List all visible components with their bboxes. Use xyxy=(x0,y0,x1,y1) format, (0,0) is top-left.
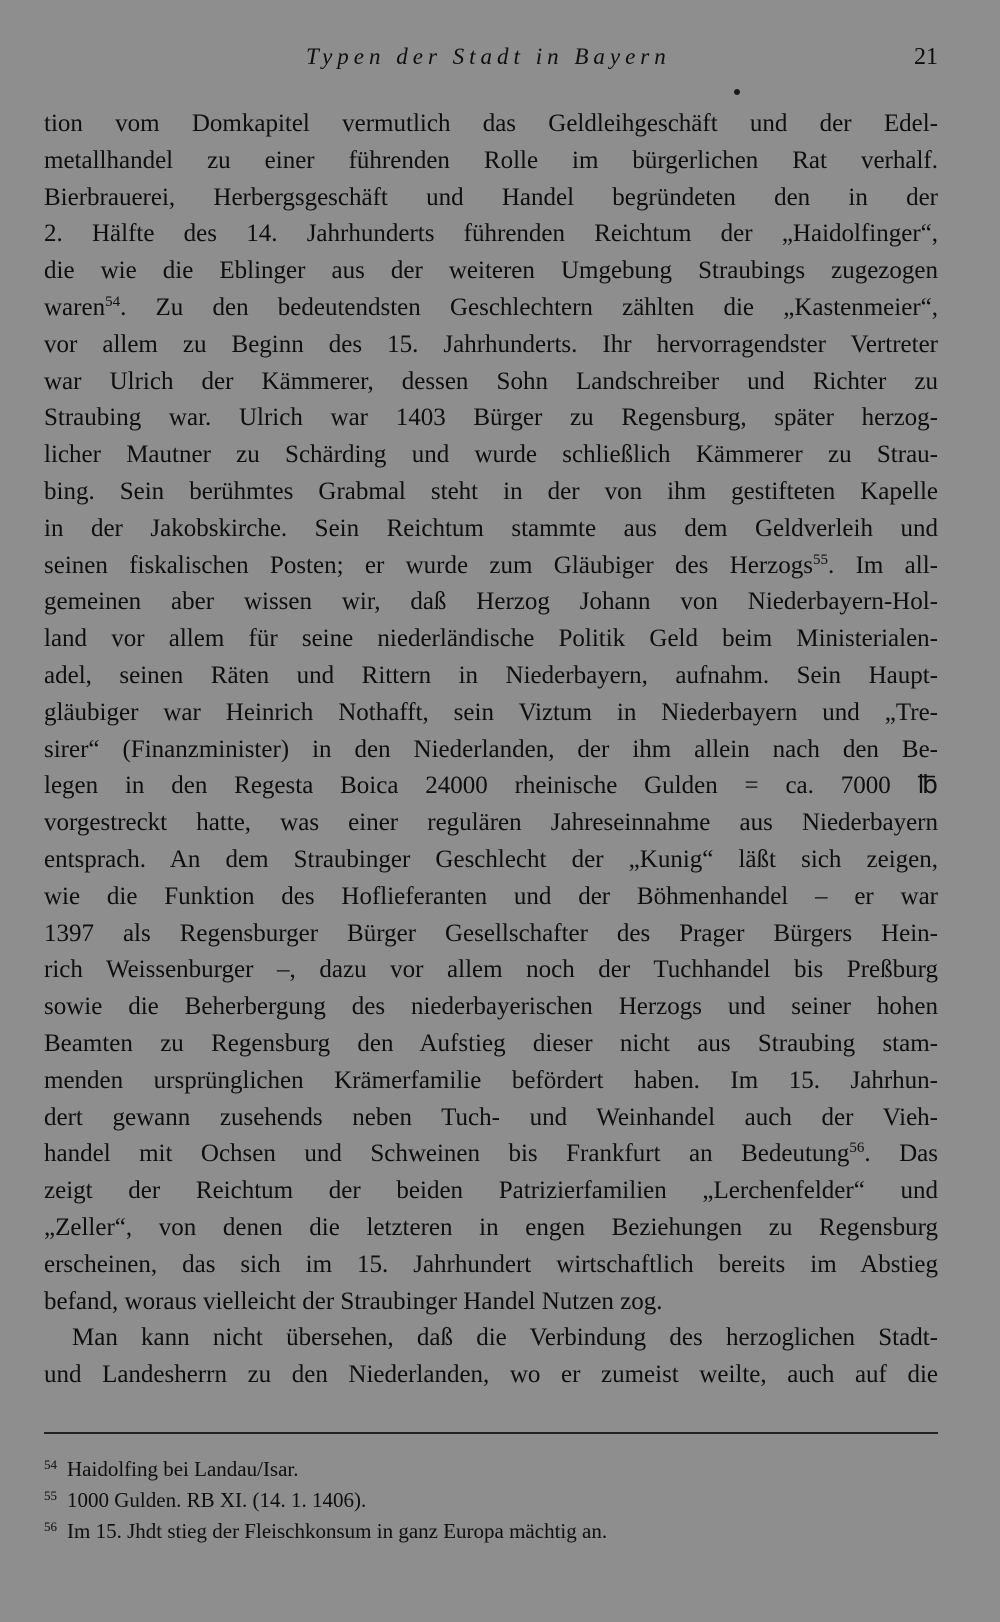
text-line xyxy=(44,1173,938,1210)
line-text: tion vom Domkapitel vermutlich das Geldleihgeschäft und der Edel- xyxy=(44,110,938,137)
footnote-text: 1000 Gulden. RB XI. (14. 1. 1406). xyxy=(67,1488,367,1512)
text-line xyxy=(44,290,938,327)
text-line xyxy=(44,143,938,180)
line-text: rich Weissenburger –, dazu vor allem noch der Tuchhandel bis Preßburg xyxy=(44,956,938,984)
line-text-continued: . Zu den bedeutendsten Geschlechtern zählten die „Kastenmeier“, xyxy=(120,293,938,321)
footnote-item xyxy=(44,1485,938,1516)
footnote-number: 55 xyxy=(44,1488,57,1503)
line-text: gemeinen aber wissen wir, daß Herzog Johann von Niederbayern-Hol- xyxy=(44,588,938,616)
text-line xyxy=(44,180,938,217)
text-line xyxy=(44,1026,938,1063)
line-text: sowie die Beherbergung des niederbayerischen Herzogs und seiner hohen xyxy=(44,993,938,1021)
text-line xyxy=(44,1357,938,1394)
line-text: Man kann nicht übersehen, daß die Verbindung des herzoglichen Stadt- xyxy=(72,1324,938,1352)
footnote-text: Im 15. Jhdt stieg der Fleischkonsum in ganz Europa mächtig an. xyxy=(67,1519,608,1543)
line-text: war Ulrich der Kämmerer, dessen Sohn Landschreiber und Richter zu xyxy=(44,367,938,395)
body-text xyxy=(44,106,938,1394)
line-text: land vor allem für seine niederländische Politik Geld beim Ministerialen- xyxy=(44,625,938,653)
text-line xyxy=(44,511,938,548)
footnote-reference[interactable]: 56 xyxy=(849,1140,865,1157)
text-line xyxy=(44,364,938,401)
line-text: vor allem zu Beginn des 15. Jahrhunderts. Ihr hervorragendster Vertreter xyxy=(44,330,938,358)
text-line xyxy=(44,400,938,437)
line-text: legen in den Regesta Boica 24000 rheinische Gulden = ca. 7000 ℔ xyxy=(44,772,938,800)
ink-dot-mark xyxy=(734,89,740,95)
footnote-number: 56 xyxy=(44,1519,57,1534)
text-line xyxy=(44,106,938,143)
text-line xyxy=(44,548,938,585)
line-text: und Landesherrn zu den Niederlanden, wo er zumeist weilte, auch auf die xyxy=(44,1361,938,1389)
line-text: menden ursprünglichen Krämerfamilie befördert haben. Im 15. Jahrhun- xyxy=(44,1066,938,1094)
footnote-item xyxy=(44,1454,938,1485)
text-line xyxy=(44,216,938,253)
footnote-reference[interactable]: 55 xyxy=(813,551,829,568)
line-text: sirer“ (Finanzminister) in den Niederlanden, der ihm allein nach den Be- xyxy=(44,735,938,763)
text-line xyxy=(44,989,938,1026)
text-line xyxy=(44,437,938,474)
running-header xyxy=(44,44,938,80)
footnote-separator-rule xyxy=(44,1432,938,1434)
text-line xyxy=(44,805,938,842)
text-line xyxy=(44,879,938,916)
line-text: seinen fiskalischen Posten; er wurde zum Gläubiger des Herzogs xyxy=(44,551,814,579)
text-line xyxy=(44,1136,938,1173)
line-text: Bierbrauerei, Herbergsgeschäft und Handel begründeten den in der xyxy=(44,183,938,211)
line-text: Beamten zu Regensburg den Aufstieg dieser nicht aus Straubing stam- xyxy=(44,1029,938,1057)
line-text-continued: . Das xyxy=(864,1140,938,1168)
text-line xyxy=(44,768,938,805)
line-text-continued: . Im all- xyxy=(828,551,938,579)
line-text: in der Jakobskirche. Sein Reichtum stammte aus dem Geldverleih und xyxy=(44,514,938,542)
footnote-reference[interactable]: 54 xyxy=(105,293,121,310)
line-text: befand, woraus vielleicht der Straubinger Handel Nutzen zog. xyxy=(44,1287,663,1315)
line-text: entsprach. An dem Straubinger Geschlecht der „Kunig“ läßt sich zeigen, xyxy=(44,845,938,873)
text-line xyxy=(44,253,938,290)
text-line xyxy=(44,916,938,953)
text-line xyxy=(44,952,938,989)
text-line xyxy=(44,584,938,621)
text-line xyxy=(44,1247,938,1284)
line-text: metallhandel zu einer führenden Rolle im bürgerlichen Rat verhalf. xyxy=(44,146,938,174)
line-text: licher Mautner zu Schärding und wurde schließlich Kämmerer zu Strau- xyxy=(44,441,938,469)
line-text: Straubing war. Ulrich war 1403 Bürger zu Regensburg, später herzog- xyxy=(44,404,938,432)
text-line xyxy=(44,842,938,879)
footnote-number: 54 xyxy=(44,1457,57,1472)
line-text: vorgestreckt hatte, was einer regulären Jahreseinnahme aus Niederbayern xyxy=(44,809,938,837)
text-line xyxy=(44,327,938,364)
footnotes xyxy=(44,1454,938,1547)
text-line xyxy=(44,1100,938,1137)
line-text: bing. Sein berühmtes Grabmal steht in der von ihm gestifteten Kapelle xyxy=(44,477,938,505)
text-line xyxy=(44,732,938,769)
book-page xyxy=(44,0,938,1622)
line-text: gläubiger war Heinrich Nothafft, sein Viztum in Niederbayern und „Tre- xyxy=(44,698,938,726)
line-text: waren xyxy=(44,293,106,321)
text-line xyxy=(44,621,938,658)
line-text: 1397 als Regensburger Bürger Gesellschafter des Prager Bürgers Hein- xyxy=(44,919,938,947)
line-text: die wie die Eblinger aus der weiteren Umgebung Straubings zugezogen xyxy=(44,257,938,285)
text-line xyxy=(44,1320,938,1357)
page-number: 21 xyxy=(914,44,938,70)
running-title: Typen der Stadt in Bayern xyxy=(306,44,671,69)
text-line xyxy=(44,474,938,511)
line-text: dert gewann zusehends neben Tuch- und Weinhandel auch der Vieh- xyxy=(44,1103,938,1131)
text-line xyxy=(44,1210,938,1247)
line-text: „Zeller“, von denen die letzteren in engen Beziehungen zu Regensburg xyxy=(44,1213,938,1241)
line-text: erscheinen, das sich im 15. Jahrhundert wirtschaftlich bereits im Abstieg xyxy=(44,1250,938,1278)
line-text: wie die Funktion des Hoflieferanten und der Böhmenhandel – er war xyxy=(44,882,938,910)
line-text: zeigt der Reichtum der beiden Patrizierfamilien „Lerchenfelder“ und xyxy=(44,1177,938,1205)
footnote-text: Haidolfing bei Landau/Isar. xyxy=(67,1457,299,1481)
text-line xyxy=(44,1284,938,1321)
line-text: adel, seinen Räten und Rittern in Niederbayern, aufnahm. Sein Haupt- xyxy=(44,661,938,689)
text-line xyxy=(44,695,938,732)
line-text: 2. Hälfte des 14. Jahrhunderts führenden Reichtum der „Haidolfinger“, xyxy=(44,220,938,248)
text-line xyxy=(44,658,938,695)
line-text: handel mit Ochsen und Schweinen bis Frankfurt an Bedeutung xyxy=(44,1140,850,1168)
footnote-item xyxy=(44,1516,938,1547)
text-line xyxy=(44,1063,938,1100)
